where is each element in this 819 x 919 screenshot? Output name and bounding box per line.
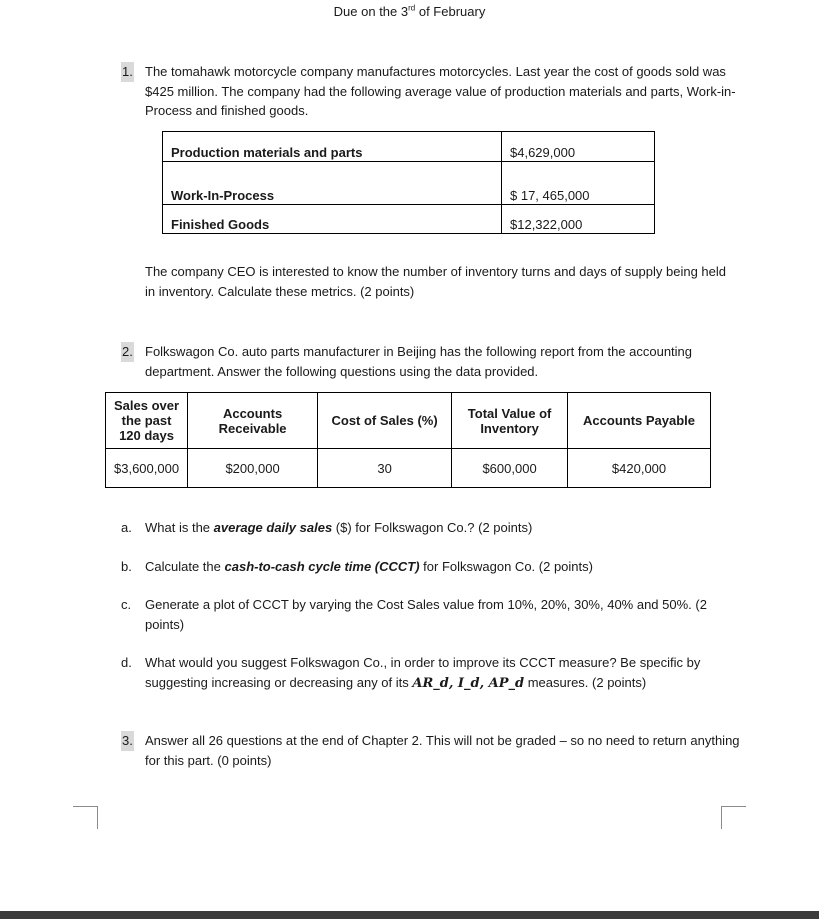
table-header-row — [106, 393, 711, 449]
header-text-end: of February — [415, 4, 486, 19]
sub-question-c — [121, 595, 721, 635]
table-cell-value: $ 17, 465,000 — [502, 162, 655, 205]
sub-letter: c. — [121, 597, 132, 612]
value-receivable: $200,000 — [188, 449, 318, 488]
math-measures: AR_d, I_d, AP_d — [412, 676, 525, 691]
sub-emphasis: average daily sales — [213, 520, 333, 535]
sub-text-end: ($) for Folkswagon Co.? (2 points) — [332, 520, 533, 535]
sub-text: Generate a plot of CCCT by varying the Cost Sales value from 10%, 20%, 30%, 40% and 50%. (2 points) — [145, 597, 707, 632]
sub-text: What would you suggest Folkswagon Co., in order to improve its CCCT measure? Be specific by suggesting increasing or decreasing any of its — [145, 655, 701, 690]
table-row — [106, 449, 711, 488]
question-number: 2. — [121, 342, 134, 362]
value-payable: $420,000 — [568, 449, 711, 488]
sub-letter: d. — [121, 655, 132, 670]
table-row — [163, 162, 655, 205]
table-cell-label: Production materials and parts — [163, 132, 502, 162]
question-number: 3. — [121, 731, 134, 751]
sub-question-b — [121, 557, 721, 577]
sub-question-d — [121, 653, 721, 694]
header-cost-of-sales: Cost of Sales (%) — [318, 393, 452, 449]
value-sales: $3,600,000 — [106, 449, 188, 488]
table-row — [163, 205, 655, 234]
question-text: Answer all 26 questions at the end of Chapter 2. This will not be graded – so no need to return anything for this part. (0 points) — [145, 733, 740, 768]
value-cost-of-sales: 30 — [318, 449, 452, 488]
header-sales: Sales over the past 120 days — [106, 393, 188, 449]
question-text: Folkswagon Co. auto parts manufacturer in Beijing has the following report from the accounting department. Answer the following questions using the data provided. — [145, 344, 693, 379]
header-superscript: rd — [408, 3, 416, 13]
accounting-table — [105, 392, 711, 488]
status-bar — [0, 911, 819, 919]
table-row — [163, 132, 655, 162]
header-text: Due on the 3 — [333, 4, 409, 19]
margin-mark-left — [73, 806, 98, 829]
question-1 — [121, 62, 741, 121]
header-receivable: Accounts Receivable — [188, 393, 318, 449]
value-inventory: $600,000 — [452, 449, 568, 488]
sub-text: Calculate the — [145, 559, 225, 574]
table-cell-label: Work-In-Process — [163, 162, 502, 205]
followup-text: The company CEO is interested to know the number of inventory turns and days of supply being held in inventory. Calculate these metrics. (2 points) — [145, 264, 726, 299]
question-number: 1. — [121, 62, 134, 82]
page-header — [0, 4, 819, 19]
inventory-table — [162, 131, 655, 234]
sub-emphasis: cash-to-cash cycle time (CCCT) — [224, 559, 420, 574]
sub-text-end: measures. (2 points) — [524, 675, 647, 690]
question-3 — [121, 731, 741, 770]
table-cell-value: $4,629,000 — [502, 132, 655, 162]
header-payable: Accounts Payable — [568, 393, 711, 449]
margin-mark-right — [721, 806, 746, 829]
question-1-followup — [145, 262, 735, 301]
header-inventory: Total Value of Inventory — [452, 393, 568, 449]
sub-letter: b. — [121, 559, 132, 574]
table-cell-value: $12,322,000 — [502, 205, 655, 234]
question-text: The tomahawk motorcycle company manufactures motorcycles. Last year the cost of goods sold was $425 million. The company had the following average value of production materials and parts, Work-in-Process and finished goods. — [145, 64, 736, 118]
table-cell-label: Finished Goods — [163, 205, 502, 234]
sub-text-end: for Folkswagon Co. (2 points) — [419, 559, 593, 574]
sub-letter: a. — [121, 520, 132, 535]
sub-question-a — [121, 518, 721, 538]
question-2 — [121, 342, 741, 381]
sub-text: What is the — [145, 520, 214, 535]
